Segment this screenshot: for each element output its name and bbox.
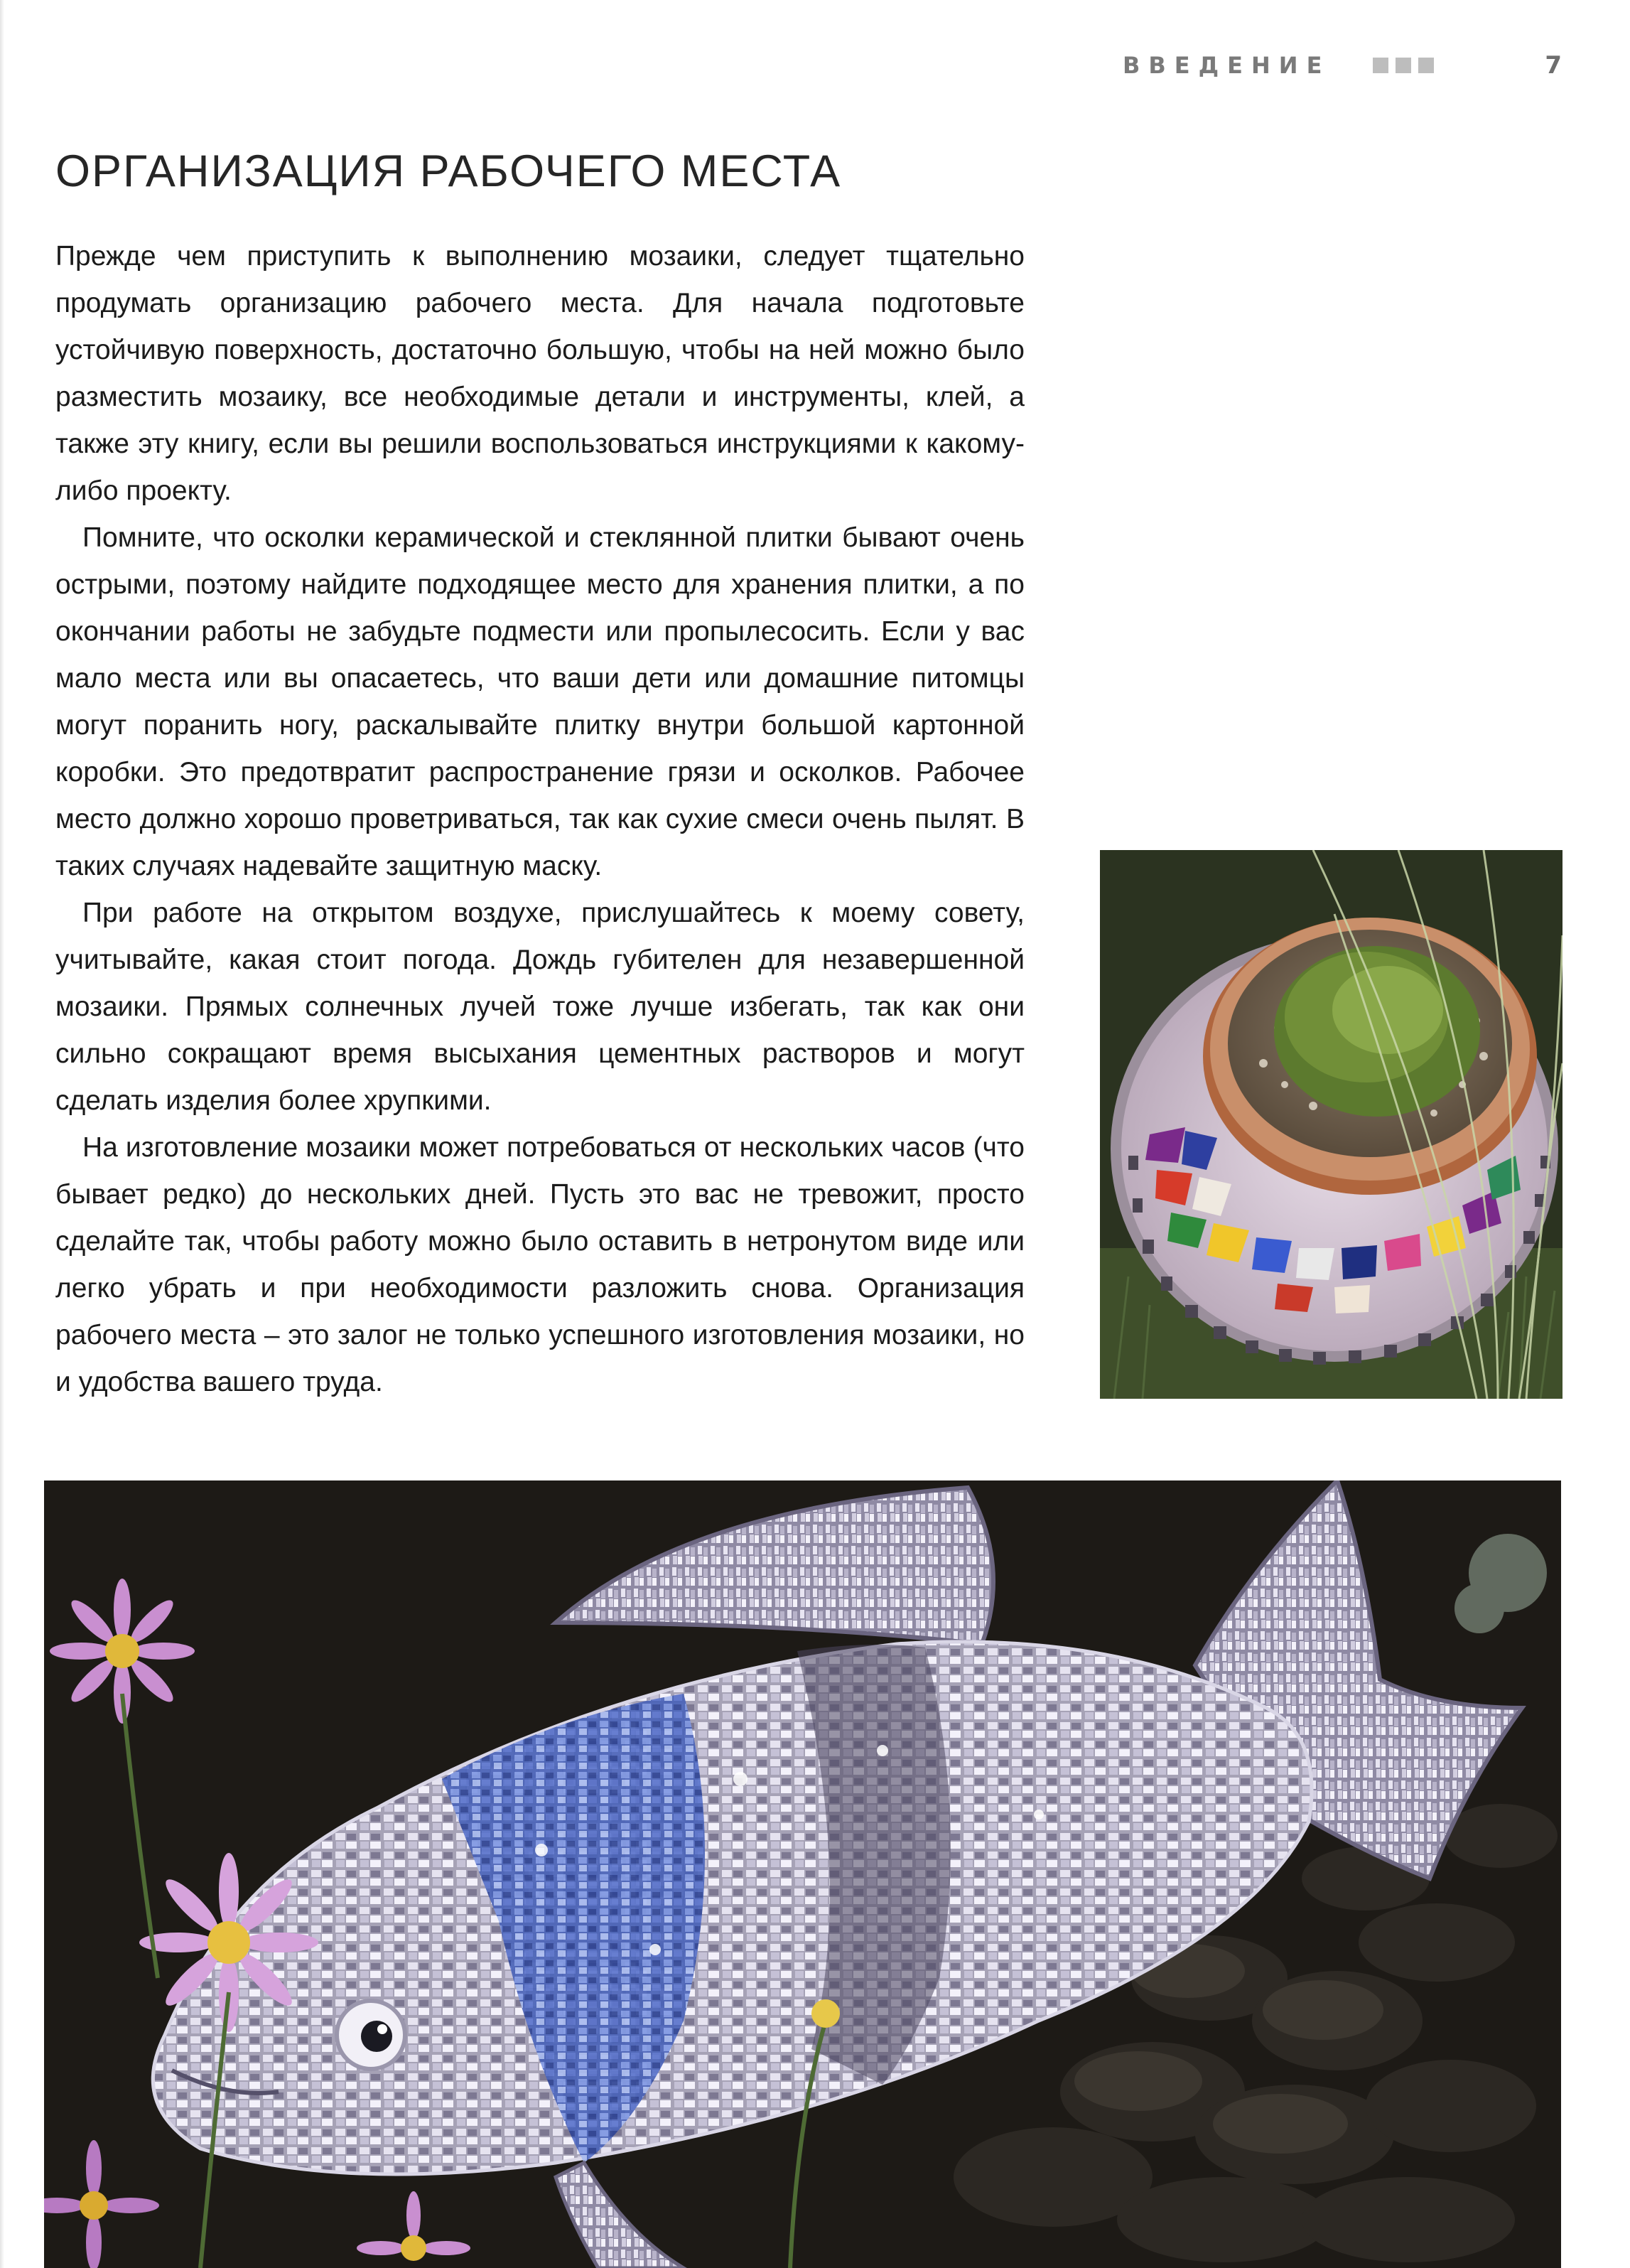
mosaic-pot-photo [1100,850,1562,1399]
paragraph: При работе на открытом воздухе, прислушайтесь к моему совету, учитывайте, какая стоит погода. Дождь губителен для незавершенной мозаики. Прямых солнечных лучей тоже лучше избегать, так как они сильно сокращают время высыхания цементных растворов и могут сделать изделия более хрупкими. [55,898,1025,1116]
article-body [55,233,1025,1406]
mosaic-fish-photo [44,1480,1561,2268]
header-ornament [1373,58,1434,73]
section-label: ВВЕДЕНИЕ [1123,52,1331,79]
paragraph: Помните, что осколки керамической и стеклянной плитки бывают очень острыми, поэтому найдите подходящее место для хранения плитки, а по окончании работы не забудьте подмести или пропылесосить. Если у вас мало места или вы опасаетесь, что ваши дети или домашние питомцы могут поранить ногу, раскалывайте плитку внутри большой картонной коробки. Это предотвратит распространение грязи и осколков. Рабочее место должно хорошо проветриваться, так как сухие смеси очень пылят. В таких случаях надевайте защитную маску. [55,522,1025,881]
mosaic-pot-illustration [1100,850,1562,1399]
running-header [1123,51,1577,80]
paragraph: На изготовление мозаики может потребоваться от нескольких часов (что бывает редко) до нескольких дней. Пусть это вас не тревожит, просто сделайте так, чтобы работу можно было оставить в нетронутом виде или легко убрать и при необходимости разложить снова. Организация рабочего места – это залог не только успешного изготовления мозаики, но и удобства вашего труда. [55,1132,1025,1397]
paragraph: Прежде чем приступить к выполнению мозаики, следует тщательно продумать организацию рабочего места. Для начала подготовьте устойчивую поверхность, достаточно большую, чтобы на ней можно было разместить мозаику, все необходимые детали и инструменты, клей, а также эту книгу, если вы решили воспользоваться инструкциями к какому-либо проекту. [55,241,1025,506]
mosaic-fish-illustration [44,1480,1561,2268]
page-gutter [0,0,4,2268]
article-title: ОРГАНИЗАЦИЯ РАБОЧЕГО МЕСТА [55,146,842,196]
page-number: 7 [1545,51,1562,80]
